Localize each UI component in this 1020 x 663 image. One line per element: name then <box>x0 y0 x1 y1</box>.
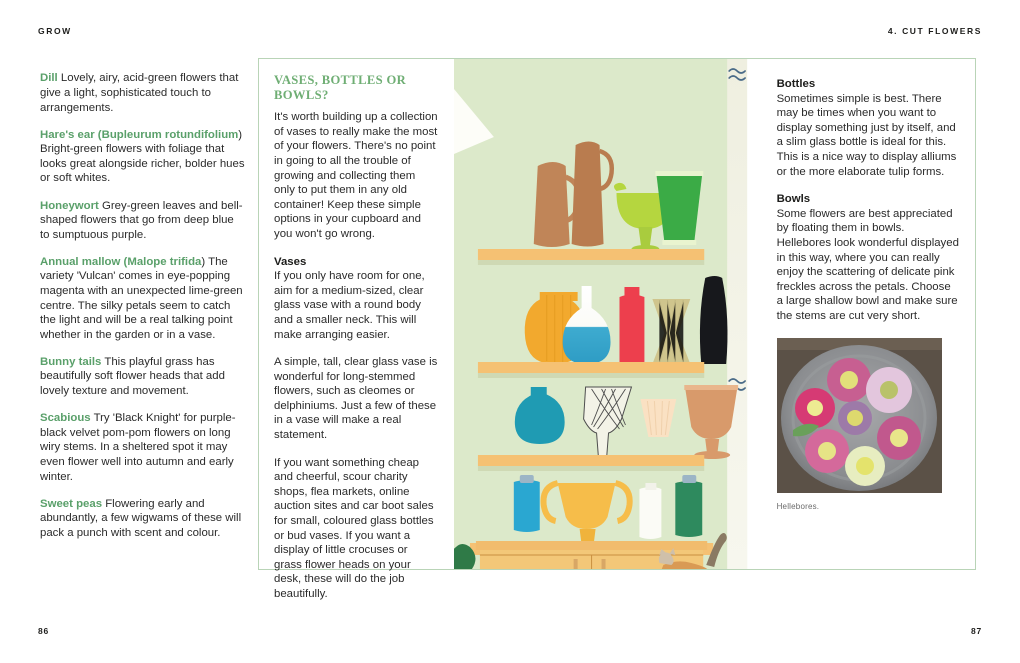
vases-paragraph-2: A simple, tall, clear glass vase is wonderful for long-stemmed flowers, such as cleomes or delphiniums. Just a few of these in a vase will make a real statement. <box>274 356 438 442</box>
plant-entry-term: Scabious <box>40 412 91 425</box>
bottles-paragraph: Sometimes simple is best. There may be times when you want to display something just by itself, and a slim glass bottle is ideal for this. This is a nice way to display alliums or the more elaborate tulip forms. <box>776 92 957 178</box>
vases-paragraph-3: If you want something cheap and cheerful, scour charity shops, flea markets, online auction sites and car boot sales for small, coloured glass bottles or bud vases. If you want a display of little crocuses or grass flower heads on your desk, these will do the job beautifully. <box>274 456 434 600</box>
plant-entry <box>40 411 246 484</box>
panel-center-column <box>259 59 454 600</box>
panel-heading: VASES, BOTTLES OR BOWLS? <box>274 73 407 102</box>
subhead-bowls: Bowls <box>776 193 811 206</box>
subhead-vases: Vases <box>274 255 307 268</box>
plant-entry <box>40 497 246 541</box>
vases-paragraph-1: If you only have room for one, aim for a medium-sized, clear glass vase with a round body and a smaller neck. This will make arranging easier. <box>274 270 425 341</box>
bowls-paragraph: Some flowers are best appreciated by floating them in bowls. Hellebores look wonderful displayed in this way, where you can really enjoy the scattering of delicate pink freckles across the petals. Choose a large shallow bowl and make sure the stems are cut very short. <box>776 207 959 322</box>
shelves-of-vases-illustration <box>454 59 762 569</box>
plant-entry-term: Sweet peas <box>40 497 103 510</box>
plant-entry <box>40 255 246 343</box>
running-head-left: GROW <box>38 26 72 36</box>
plant-entry <box>40 355 246 399</box>
panel-right-column <box>762 59 975 569</box>
hellebores-photo <box>777 338 942 493</box>
page-number-right: 87 <box>970 626 982 636</box>
plant-entry-body: This playful grass has beautifully soft flower heads that add lovely texture and movement. <box>40 355 225 398</box>
plant-entry-term: Annual mallow ( <box>40 255 128 268</box>
plant-list-column <box>40 60 246 540</box>
feature-panel <box>258 58 976 600</box>
plant-entry-term: Bunny tails <box>40 355 102 368</box>
plant-entry-body: ) Bright-green flowers with foliage that looks great alongside richer, bolder hues or soft whites. <box>40 128 245 185</box>
plant-entry-term: Honeywort <box>40 199 99 212</box>
photo-block <box>777 338 960 515</box>
plant-entry-body: Try 'Black Knight' for purple-black velvet pom-pom flowers on long wiry stems. In a sheltered spot it may even flower well into autumn and early winter. <box>40 412 236 483</box>
plant-entry-body: Grey-green leaves and bell-shaped flowers that go from deep blue to sumptuous purple. <box>40 199 243 241</box>
page-number-left: 86 <box>38 626 50 636</box>
subhead-bottles: Bottles <box>776 78 816 90</box>
photo-caption: Hellebores. <box>776 501 820 511</box>
plant-entry <box>40 71 246 115</box>
plant-entry-term: Dill <box>40 72 58 85</box>
plant-entry-term: Hare's ear ( <box>40 128 102 141</box>
plant-entry <box>40 128 246 186</box>
running-head-right: 4. CUT FLOWERS <box>887 26 982 36</box>
panel-intro-paragraph: It's worth building up a collection of vases to really make the most of your flowers. There's no point in going to all the trouble of growing and collecting them only to put them in any old container! Keep these simple options in your cupboard and you won't go wrong. <box>274 111 438 240</box>
plant-entry <box>40 199 246 243</box>
plant-entry-body: ) The variety 'Vulcan' comes in eye-popping magenta with an unexpected lime-green centre. The silky petals seem to catch the light and will be a real talking point whether in the garden or in a vase. <box>40 255 243 341</box>
plant-entry-body: Flowering early and abundantly, a few wigwams of these will pack a punch with scent and colour. <box>40 497 242 539</box>
plant-entry-latin-name: Malope trifida <box>127 255 202 268</box>
plant-entry-latin-name: Bupleurum rotundifolium <box>101 128 239 141</box>
plant-entry-body: Lovely, airy, acid-green flowers that give a light, sophisticated touch to arrangements. <box>40 72 239 114</box>
